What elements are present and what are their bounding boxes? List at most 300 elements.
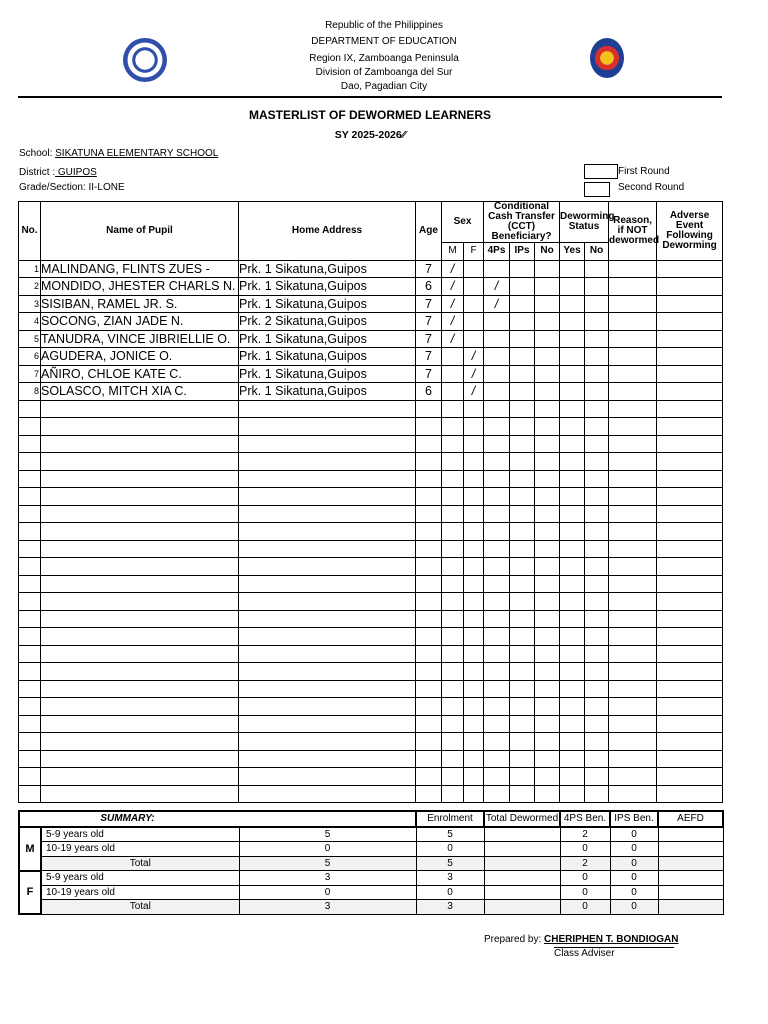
- sex-f-mark: [464, 295, 484, 313]
- table-cell: [560, 575, 585, 593]
- pupil-age: [416, 593, 442, 611]
- table-cell: [535, 365, 560, 383]
- table-cell: [657, 558, 723, 576]
- sex-m-mark: [442, 593, 464, 611]
- district-name: GUIPOS: [55, 167, 97, 178]
- summary-4ps: 2: [560, 856, 610, 871]
- table-cell: [657, 645, 723, 663]
- deped-seal-icon: [123, 38, 167, 82]
- sex-f-mark: [464, 768, 484, 786]
- fourps-mark: [484, 768, 510, 786]
- sex-f-mark: /: [464, 348, 484, 366]
- table-cell: [657, 715, 723, 733]
- summary-4ps: 0: [560, 842, 610, 857]
- summary-row: [19, 871, 723, 886]
- table-row: [19, 260, 723, 278]
- table-cell: [585, 400, 609, 418]
- district-line: [19, 167, 97, 178]
- table-cell: [560, 348, 585, 366]
- first-round-label: First Round: [618, 166, 670, 177]
- sex-m-mark: [442, 733, 464, 751]
- table-cell: [609, 610, 657, 628]
- pupil-name: [41, 418, 239, 436]
- table-cell: [585, 575, 609, 593]
- table-cell: [560, 768, 585, 786]
- summary-total-dewormed: [484, 871, 560, 886]
- sex-m-mark: /: [442, 295, 464, 313]
- pupil-name: [41, 488, 239, 506]
- pupil-address: [239, 610, 416, 628]
- pupil-address: Prk. 1 Sikatuna,Guipos: [239, 330, 416, 348]
- pupil-address: Prk. 1 Sikatuna,Guipos: [239, 348, 416, 366]
- table-cell: [609, 278, 657, 296]
- sex-f-mark: [464, 505, 484, 523]
- summary-total-dewormed: [484, 885, 560, 900]
- pupil-address: [239, 575, 416, 593]
- fourps-mark: [484, 733, 510, 751]
- pupil-name: [41, 540, 239, 558]
- pupil-name: AGUDERA, JONICE O.: [41, 348, 239, 366]
- table-cell: [585, 593, 609, 611]
- table-cell: [585, 645, 609, 663]
- table-cell: [560, 383, 585, 401]
- table-cell: [535, 330, 560, 348]
- summary-count: 0: [239, 885, 416, 900]
- summary-enrolment: 0: [416, 842, 484, 857]
- fourps-mark: [484, 785, 510, 803]
- pupil-address: [239, 698, 416, 716]
- header-divider: [18, 96, 722, 98]
- summary-table: [18, 810, 724, 915]
- table-cell: [657, 453, 723, 471]
- table-cell: [609, 400, 657, 418]
- table-cell: [560, 418, 585, 436]
- table-row: [19, 715, 723, 733]
- table-cell: [510, 295, 535, 313]
- sex-f-mark: [464, 610, 484, 628]
- summary-4ps: 0: [560, 900, 610, 915]
- sex-m-mark: [442, 540, 464, 558]
- pupil-age: 6: [416, 278, 442, 296]
- table-cell: [510, 470, 535, 488]
- table-cell: [609, 785, 657, 803]
- pupil-name: [41, 505, 239, 523]
- table-cell: [510, 400, 535, 418]
- summary-4ps: 0: [560, 885, 610, 900]
- table-cell: [510, 488, 535, 506]
- fourps-mark: [484, 628, 510, 646]
- table-cell: [657, 470, 723, 488]
- summary-total-dewormed: [484, 827, 560, 842]
- table-cell: [609, 313, 657, 331]
- table-cell: [585, 750, 609, 768]
- table-cell: [560, 400, 585, 418]
- header-city: Dao, Pagadian City: [340, 81, 428, 92]
- table-cell: [585, 785, 609, 803]
- table-cell: [510, 785, 535, 803]
- sex-f-mark: /: [464, 383, 484, 401]
- table-cell: [657, 540, 723, 558]
- pupil-age: [416, 628, 442, 646]
- sex-m-mark: /: [442, 278, 464, 296]
- table-cell: [585, 715, 609, 733]
- summary-age-label: 10-19 years old: [41, 842, 239, 857]
- table-row: [19, 645, 723, 663]
- table-cell: [510, 593, 535, 611]
- pupil-age: 7: [416, 295, 442, 313]
- table-cell: [609, 663, 657, 681]
- table-cell: [510, 523, 535, 541]
- pupil-address: [239, 488, 416, 506]
- row-number: [19, 418, 41, 436]
- sex-m-mark: [442, 715, 464, 733]
- table-cell: [560, 365, 585, 383]
- sex-m-mark: [442, 505, 464, 523]
- pupil-address: [239, 785, 416, 803]
- table-cell: [585, 505, 609, 523]
- table-cell: [609, 698, 657, 716]
- pupil-name: [41, 470, 239, 488]
- sex-f-mark: [464, 488, 484, 506]
- sex-f-mark: [464, 313, 484, 331]
- table-cell: [535, 558, 560, 576]
- pupil-address: [239, 680, 416, 698]
- table-cell: [510, 680, 535, 698]
- school-label: School:: [19, 148, 53, 159]
- summary-ips: 0: [610, 856, 658, 871]
- table-row: [19, 330, 723, 348]
- header-division: Division of Zamboanga del Sur: [315, 67, 453, 78]
- pupil-age: 7: [416, 348, 442, 366]
- table-cell: [510, 418, 535, 436]
- pupil-address: [239, 418, 416, 436]
- summary-total-dewormed-header: Total Dewormed: [484, 811, 560, 827]
- table-cell: [560, 715, 585, 733]
- table-cell: [585, 295, 609, 313]
- col-cct: Conditional Cash Transfer (CCT) Beneficiary?: [484, 202, 560, 243]
- pupil-name: [41, 435, 239, 453]
- fourps-mark: [484, 680, 510, 698]
- table-cell: [510, 698, 535, 716]
- table-cell: [585, 313, 609, 331]
- pupil-age: [416, 750, 442, 768]
- pupil-name: AÑIRO, CHLOE KATE C.: [41, 365, 239, 383]
- sex-m-mark: [442, 470, 464, 488]
- pupil-name: [41, 785, 239, 803]
- table-cell: [585, 733, 609, 751]
- row-number: [19, 645, 41, 663]
- table-row: [19, 348, 723, 366]
- table-cell: [657, 435, 723, 453]
- summary-enrolment: 0: [416, 885, 484, 900]
- pupil-name: [41, 768, 239, 786]
- row-number: 1: [19, 260, 41, 278]
- first-round-box[interactable]: [584, 164, 618, 179]
- table-cell: [657, 418, 723, 436]
- table-cell: [560, 680, 585, 698]
- table-cell: [657, 768, 723, 786]
- pupil-address: [239, 733, 416, 751]
- pupil-name: [41, 680, 239, 698]
- table-cell: [657, 593, 723, 611]
- table-cell: [657, 505, 723, 523]
- division-seal-icon: [590, 38, 624, 78]
- table-cell: [609, 470, 657, 488]
- table-cell: [585, 435, 609, 453]
- table-row: [19, 453, 723, 471]
- summary-enrolment: 3: [416, 871, 484, 886]
- sex-f-mark: [464, 435, 484, 453]
- table-cell: [510, 575, 535, 593]
- sex-m-mark: [442, 418, 464, 436]
- table-cell: [609, 645, 657, 663]
- pupil-address: [239, 663, 416, 681]
- summary-ips: 0: [610, 827, 658, 842]
- summary-total-dewormed: [484, 900, 560, 915]
- summary-group-label: M: [19, 827, 41, 871]
- table-cell: [657, 610, 723, 628]
- table-cell: [609, 680, 657, 698]
- table-cell: [510, 260, 535, 278]
- table-cell: [535, 645, 560, 663]
- table-cell: [560, 435, 585, 453]
- summary-aefd: [658, 900, 723, 915]
- table-cell: [535, 540, 560, 558]
- sex-f-mark: [464, 715, 484, 733]
- pupil-address: [239, 628, 416, 646]
- grade-label: Grade/Section:: [19, 182, 86, 193]
- table-cell: [535, 680, 560, 698]
- summary-aefd: [658, 871, 723, 886]
- pupil-age: 7: [416, 330, 442, 348]
- table-cell: [535, 715, 560, 733]
- sex-f-mark: [464, 278, 484, 296]
- fourps-mark: [484, 593, 510, 611]
- fourps-mark: [484, 750, 510, 768]
- table-cell: [560, 645, 585, 663]
- col-sex-f: F: [464, 243, 484, 261]
- table-cell: [609, 330, 657, 348]
- table-cell: [585, 383, 609, 401]
- table-row: [19, 418, 723, 436]
- table-cell: [609, 558, 657, 576]
- sex-f-mark: [464, 453, 484, 471]
- row-number: [19, 558, 41, 576]
- fourps-mark: /: [484, 295, 510, 313]
- summary-count: 5: [239, 827, 416, 842]
- table-cell: [609, 628, 657, 646]
- summary-enrolment: 5: [416, 827, 484, 842]
- table-cell: [657, 330, 723, 348]
- summary-total-dewormed: [484, 856, 560, 871]
- pupil-name: [41, 750, 239, 768]
- row-number: 2: [19, 278, 41, 296]
- row-number: 3: [19, 295, 41, 313]
- row-number: [19, 628, 41, 646]
- table-cell: [657, 383, 723, 401]
- table-cell: [560, 593, 585, 611]
- sex-m-mark: [442, 523, 464, 541]
- summary-4ps: 2: [560, 827, 610, 842]
- pupil-address: Prk. 1 Sikatuna,Guipos: [239, 383, 416, 401]
- sex-f-mark: [464, 330, 484, 348]
- row-number: 6: [19, 348, 41, 366]
- table-cell: [535, 523, 560, 541]
- pupil-age: [416, 488, 442, 506]
- summary-row: [19, 827, 723, 842]
- table-cell: [535, 470, 560, 488]
- table-cell: [560, 488, 585, 506]
- table-cell: [510, 645, 535, 663]
- pupil-age: [416, 523, 442, 541]
- table-cell: [560, 278, 585, 296]
- table-cell: [560, 628, 585, 646]
- table-cell: [535, 575, 560, 593]
- table-cell: [560, 733, 585, 751]
- table-cell: [657, 523, 723, 541]
- sex-m-mark: [442, 750, 464, 768]
- table-cell: [535, 260, 560, 278]
- sex-m-mark: [442, 768, 464, 786]
- row-number: [19, 470, 41, 488]
- pupil-address: [239, 540, 416, 558]
- table-cell: [609, 575, 657, 593]
- pupil-name: MONDIDO, JHESTER CHARLS N.: [41, 278, 239, 296]
- pupil-address: Prk. 1 Sikatuna,Guipos: [239, 260, 416, 278]
- summary-4ps-header: 4PS Ben.: [560, 811, 610, 827]
- table-cell: [510, 278, 535, 296]
- row-number: [19, 733, 41, 751]
- sex-f-mark: /: [464, 365, 484, 383]
- pupil-address: Prk. 2 Sikatuna,Guipos: [239, 313, 416, 331]
- pupil-address: [239, 715, 416, 733]
- table-cell: [560, 750, 585, 768]
- summary-row: [19, 900, 723, 915]
- pupil-age: [416, 663, 442, 681]
- table-cell: [510, 715, 535, 733]
- sex-m-mark: [442, 400, 464, 418]
- summary-ips: 0: [610, 842, 658, 857]
- table-cell: [560, 313, 585, 331]
- sex-f-mark: [464, 645, 484, 663]
- table-cell: [585, 540, 609, 558]
- pupil-address: Prk. 1 Sikatuna,Guipos: [239, 278, 416, 296]
- pupil-age: [416, 418, 442, 436]
- table-cell: [609, 523, 657, 541]
- table-cell: [657, 663, 723, 681]
- pupil-address: [239, 453, 416, 471]
- table-cell: [510, 505, 535, 523]
- pupil-name: [41, 558, 239, 576]
- summary-count: 3: [239, 900, 416, 915]
- fourps-mark: [484, 453, 510, 471]
- prepared-by-name: CHERIPHEN T. BONDIOGAN: [544, 934, 679, 945]
- fourps-mark: [484, 488, 510, 506]
- pupil-age: 7: [416, 365, 442, 383]
- fourps-mark: [484, 313, 510, 331]
- sex-m-mark: [442, 698, 464, 716]
- table-cell: [657, 400, 723, 418]
- summary-aefd-header: AEFD: [658, 811, 723, 827]
- pupil-age: [416, 435, 442, 453]
- row-number: [19, 435, 41, 453]
- table-cell: [560, 663, 585, 681]
- fourps-mark: [484, 645, 510, 663]
- pupil-age: [416, 470, 442, 488]
- table-cell: [510, 435, 535, 453]
- col-name: Name of Pupil: [41, 202, 239, 261]
- pupil-address: [239, 400, 416, 418]
- learners-table: [18, 201, 723, 803]
- fourps-mark: [484, 698, 510, 716]
- pupil-age: [416, 400, 442, 418]
- table-cell: [585, 260, 609, 278]
- table-cell: [560, 610, 585, 628]
- table-cell: [585, 488, 609, 506]
- summary-group-label: F: [19, 871, 41, 915]
- summary-label: SUMMARY:: [19, 811, 416, 827]
- sex-m-mark: [442, 785, 464, 803]
- sex-f-mark: [464, 680, 484, 698]
- table-cell: [585, 365, 609, 383]
- col-yes: Yes: [560, 243, 585, 261]
- sex-m-mark: /: [442, 260, 464, 278]
- prepared-by-role: Class Adviser: [554, 948, 615, 959]
- summary-row: [19, 885, 723, 900]
- sex-m-mark: [442, 680, 464, 698]
- summary-row: [19, 842, 723, 857]
- table-row: [19, 663, 723, 681]
- summary-ips-header: IPS Ben.: [610, 811, 658, 827]
- table-cell: [535, 785, 560, 803]
- table-cell: [535, 663, 560, 681]
- fourps-mark: [484, 610, 510, 628]
- table-cell: [585, 698, 609, 716]
- summary-total-dewormed: [484, 842, 560, 857]
- summary-4ps: 0: [560, 871, 610, 886]
- table-row: [19, 365, 723, 383]
- table-row: [19, 575, 723, 593]
- table-cell: [657, 278, 723, 296]
- table-row: [19, 558, 723, 576]
- pupil-address: [239, 470, 416, 488]
- fourps-mark: [484, 418, 510, 436]
- table-cell: [609, 383, 657, 401]
- pupil-age: [416, 575, 442, 593]
- second-round-box[interactable]: [584, 182, 610, 197]
- sex-m-mark: [442, 453, 464, 471]
- table-row: [19, 698, 723, 716]
- table-cell: [560, 453, 585, 471]
- table-row: [19, 628, 723, 646]
- header-republic: Republic of the Philippines: [325, 20, 443, 31]
- table-cell: [585, 418, 609, 436]
- table-cell: [510, 610, 535, 628]
- table-row: [19, 523, 723, 541]
- row-number: [19, 400, 41, 418]
- table-cell: [657, 365, 723, 383]
- pupil-age: [416, 698, 442, 716]
- pupil-name: [41, 523, 239, 541]
- table-cell: [535, 278, 560, 296]
- sex-m-mark: [442, 610, 464, 628]
- sex-m-mark: [442, 488, 464, 506]
- summary-age-label: 5-9 years old: [41, 827, 239, 842]
- table-cell: [510, 628, 535, 646]
- table-row: [19, 680, 723, 698]
- sex-m-mark: [442, 575, 464, 593]
- col-4ps: 4Ps: [484, 243, 510, 261]
